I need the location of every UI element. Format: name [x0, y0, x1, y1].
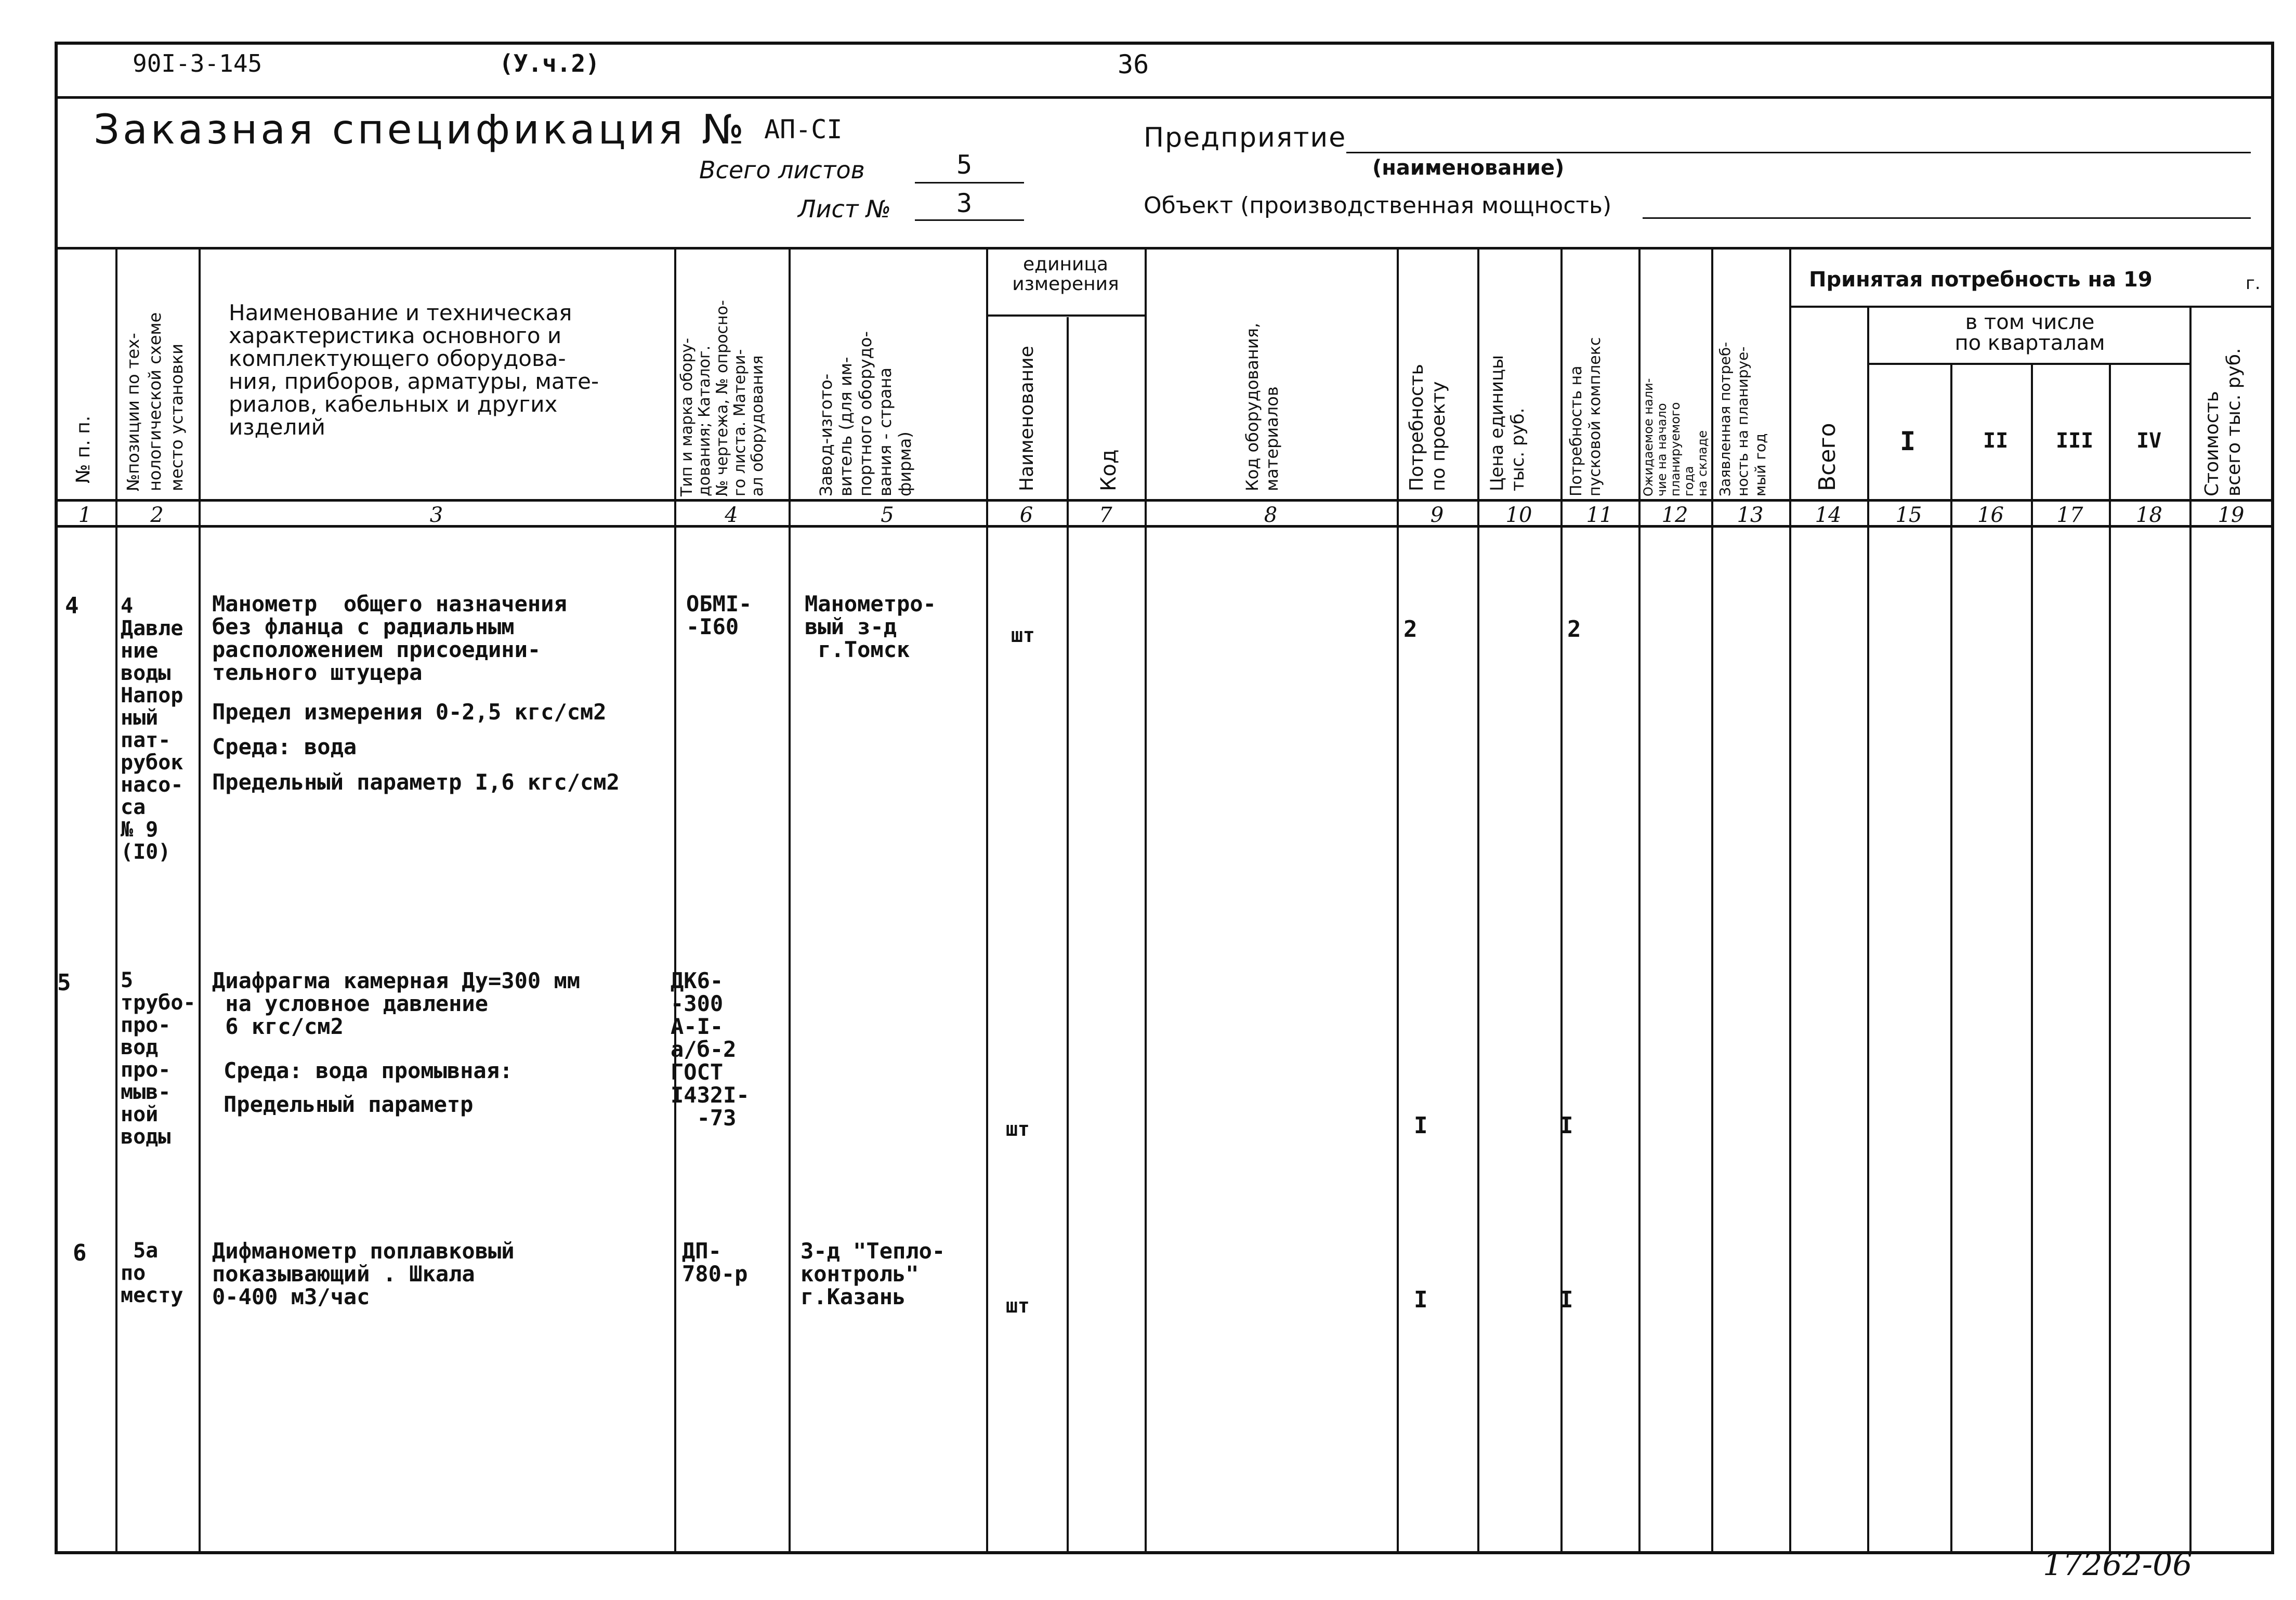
- col-header-1: № п. п.: [73, 415, 94, 483]
- col-line-4: [789, 247, 791, 1554]
- col-header-3: Наименование и техническая характеристика основного и комплектующего оборудова- ния, приборов, арматуры, мате- риалов, кабельных и других изделий: [229, 300, 599, 440]
- col-header-7: Код: [1097, 449, 1121, 491]
- quarters-header: в том числе по кварталам: [1954, 310, 2105, 355]
- row-name: Диафрагма камерная Ду=300 мм на условное давление 6 кгс/см2: [212, 968, 581, 1039]
- row-spec: Среда: вода: [212, 734, 357, 759]
- object-label: Объект (производственная мощность): [1144, 192, 1612, 219]
- col-number-3: 3: [429, 503, 443, 527]
- col-number-1: 1: [78, 503, 92, 527]
- row-spec: Предельный параметр: [224, 1092, 474, 1117]
- divider-column-headers: [55, 499, 2274, 502]
- document-code: 90I-3-145: [133, 49, 263, 77]
- accepted-divider: [1789, 306, 2274, 308]
- col-header-16: II: [1983, 429, 2009, 453]
- row-name: Дифманометр поплавковый показывающий . Шкала 0-400 м3/час: [212, 1238, 515, 1309]
- col-header-12: Ожидаемое нали- чие на начало планируемого года на складе: [1641, 378, 1710, 496]
- col-number-19: 19: [2218, 503, 2245, 527]
- col-line-10: [1560, 247, 1563, 1554]
- row-spec: Среда: вода промывная:: [224, 1058, 513, 1083]
- col-header-13: Заявленная потреб- ность на планируе- мый год: [1716, 342, 1769, 496]
- sheet-label: Лист №: [798, 195, 891, 223]
- col-number-6: 6: [1019, 503, 1033, 527]
- col-line-9: [1477, 247, 1479, 1554]
- col-number-9: 9: [1430, 503, 1444, 527]
- col-line-8: [1397, 247, 1399, 1554]
- col-line-5: [986, 247, 988, 1554]
- col-line-6: [1067, 317, 1069, 1554]
- enterprise-underline: [1346, 152, 2251, 153]
- page-number: 36: [1118, 49, 1149, 80]
- col-header-5: Завод-изгото- витель (для им- портного оборудо- вания - страна фирма): [816, 331, 915, 496]
- col-line-1: [115, 247, 117, 1554]
- row-maker: Манометро- вый з-д г.Томск: [805, 591, 936, 662]
- enterprise-label: Предприятие: [1144, 122, 1347, 153]
- row-number: 6: [73, 1240, 87, 1266]
- document-part: (У.ч.2): [499, 49, 600, 77]
- col-number-18: 18: [2136, 503, 2162, 527]
- col-number-17: 17: [2056, 503, 2083, 527]
- col-line-11: [1638, 247, 1641, 1554]
- enterprise-subtitle: (наименование): [1372, 156, 1565, 180]
- col-number-13: 13: [1737, 503, 1764, 527]
- row-name: Манометр общего назначения без фланца с радиальным расположением присоедини- тельного штуцера: [212, 591, 567, 685]
- row-launch: I: [1559, 1112, 1573, 1139]
- spec-title: Заказная спецификация №: [94, 107, 747, 153]
- col-line-16: [2031, 364, 2033, 1554]
- col-number-14: 14: [1815, 503, 1842, 527]
- total-sheets-value: 5: [956, 150, 973, 180]
- col-number-7: 7: [1099, 503, 1112, 527]
- row-need: I: [1414, 1287, 1428, 1313]
- col-line-14: [1867, 307, 1869, 1554]
- archive-stamp: 17262-06: [2043, 1546, 2193, 1583]
- unit-group-divider: [986, 314, 1145, 317]
- unit-group-header: единица измерения: [1012, 254, 1119, 295]
- total-sheets-underline: [915, 182, 1024, 183]
- col-line-12: [1711, 247, 1713, 1554]
- col-number-15: 15: [1895, 503, 1922, 527]
- col-header-19: Стоимость всего тыс. руб.: [2201, 348, 2245, 496]
- col-line-17: [2109, 364, 2111, 1554]
- spec-number: АП-СI: [764, 114, 843, 145]
- row-unit: шт: [1006, 1294, 1030, 1317]
- row-unit: шт: [1011, 624, 1035, 647]
- row-spec: Предельный параметр I,6 кгс/см2: [212, 769, 620, 795]
- row-type: ОБМI- -I60: [686, 591, 752, 639]
- row-type: ДП- 780-р: [682, 1238, 748, 1287]
- quarters-divider: [1867, 363, 2189, 365]
- col-header-17: III: [2056, 429, 2094, 453]
- col-number-5: 5: [881, 503, 894, 527]
- row-position: 5 трубо- про- вод про- мыв- ной воды: [121, 968, 196, 1149]
- col-header-9: Потребность по проекту: [1406, 364, 1449, 491]
- total-sheets-label: Всего листов: [699, 156, 865, 184]
- row-position: 5а по месту: [121, 1239, 183, 1307]
- col-line-3: [674, 247, 676, 1554]
- col-number-8: 8: [1264, 503, 1278, 527]
- row-maker: З-д "Тепло- контроль" г.Казань: [801, 1238, 946, 1309]
- divider-header: [55, 96, 2274, 99]
- accepted-header: Принятая потребность на 19: [1809, 268, 2153, 292]
- col-header-10: Цена единицы тыс. руб.: [1487, 355, 1528, 491]
- row-position: 4 Давле ние воды Напор ный пат- рубок насо- са № 9 (I0): [121, 594, 183, 864]
- sheet-underline: [915, 219, 1024, 221]
- col-header-11: Потребность на пусковой комплекс: [1567, 337, 1604, 496]
- col-header-4: Тип и марка обору- дования; Каталог. № чертежа, № опросно- го листа. Матери- ал оборудования: [678, 300, 767, 496]
- col-line-2: [199, 247, 201, 1554]
- col-header-8: Код оборудования, материалов: [1242, 322, 1282, 491]
- col-header-15: I: [1900, 426, 1916, 456]
- col-number-11: 11: [1586, 503, 1613, 527]
- col-header-14: Всего: [1814, 423, 1841, 491]
- col-line-15: [1950, 364, 1952, 1554]
- row-spec: Предел измерения 0-2,5 кгс/см2: [212, 699, 607, 725]
- sheet-value: 3: [956, 188, 973, 218]
- accepted-suffix: г.: [2246, 273, 2261, 294]
- col-number-12: 12: [1661, 503, 1688, 527]
- row-need: I: [1414, 1112, 1428, 1139]
- row-launch: 2: [1567, 616, 1581, 642]
- row-number: 4: [65, 593, 79, 619]
- divider-title: [55, 247, 2274, 250]
- col-header-18: IV: [2136, 429, 2162, 453]
- row-type: ДК6- -300 А-I- а/б-2 ГОСТ I432I- -73: [671, 968, 750, 1131]
- col-line-7: [1145, 247, 1147, 1554]
- col-header-6: Наименование: [1016, 346, 1038, 491]
- row-number: 5: [57, 969, 71, 996]
- row-need: 2: [1403, 616, 1418, 642]
- col-header-2: №позиции по тех- нологической схеме место установки: [123, 312, 187, 491]
- row-launch: I: [1559, 1287, 1573, 1313]
- col-number-16: 16: [1977, 503, 2004, 527]
- col-line-13: [1789, 247, 1791, 1554]
- col-number-2: 2: [150, 503, 164, 527]
- col-line-18: [2189, 307, 2192, 1554]
- col-number-4: 4: [725, 503, 738, 527]
- row-unit: шт: [1006, 1118, 1030, 1140]
- object-underline: [1643, 217, 2251, 219]
- col-number-10: 10: [1505, 503, 1532, 527]
